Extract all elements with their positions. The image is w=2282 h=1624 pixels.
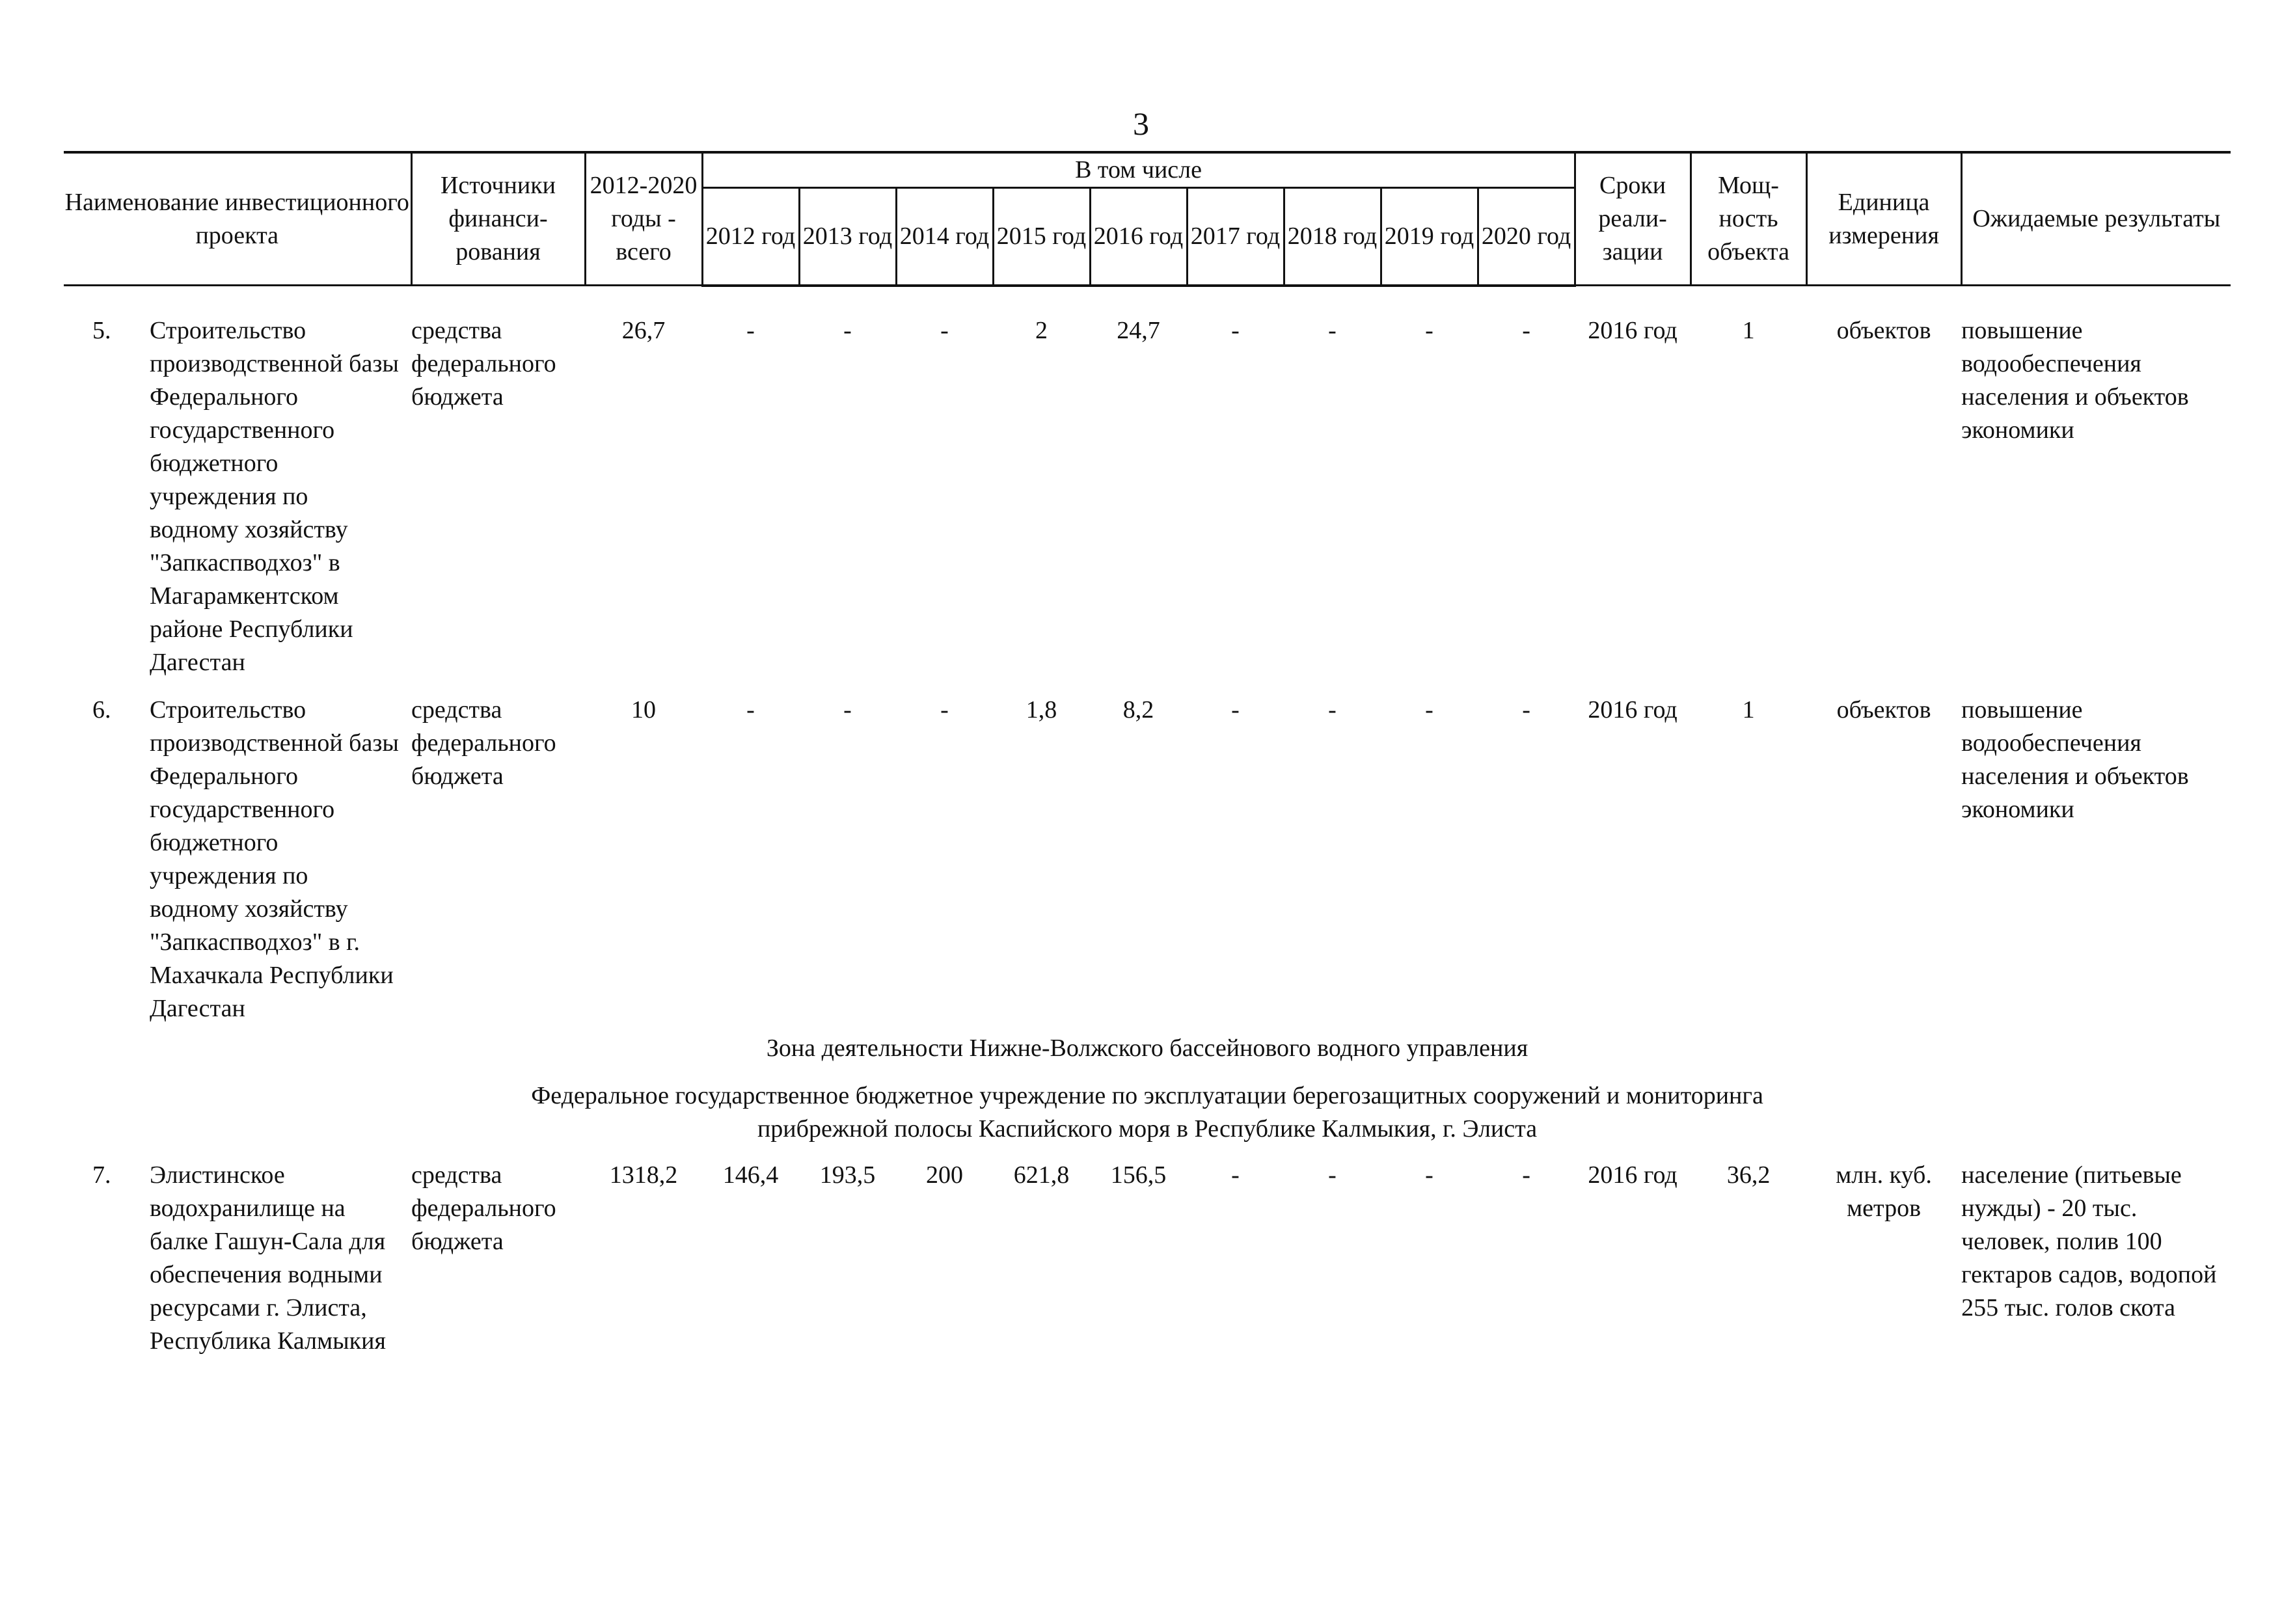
header-unit: Единица измерения (1806, 152, 1961, 286)
year-value-2012: - (746, 316, 755, 344)
year-value-2019: - (1425, 316, 1433, 344)
project-cell (64, 314, 411, 679)
expected-results: повышение водообеспечения населения и объектов экономики (1961, 696, 2189, 823)
header-total: 2012-2020 годы - всего (585, 152, 702, 286)
header-sources: Источники финанси-рования (411, 152, 585, 286)
header-including: В том числе (702, 152, 1575, 188)
year-value-2014: - (940, 316, 949, 344)
total-value: 26,7 (621, 316, 666, 344)
year-value-2017: - (1231, 696, 1240, 724)
header-year-2015: 2015 год (993, 188, 1090, 286)
zone-title: Зона деятельности Нижне-Волжского бассейнового водного управления (766, 1034, 1528, 1062)
table-row (64, 314, 2231, 679)
measurement-unit: млн. куб. метров (1836, 1161, 1932, 1222)
object-capacity: 1 (1742, 696, 1755, 724)
section-heading (64, 1025, 2231, 1159)
page-number: 3 (1133, 105, 1149, 142)
year-value-2019: - (1425, 1161, 1433, 1189)
implementation-term: 2016 год (1588, 316, 1678, 344)
header-year-2019: 2019 год (1381, 188, 1478, 286)
funding-source: средства федерального бюджета (411, 1161, 556, 1255)
header-year-2016: 2016 год (1090, 188, 1187, 286)
header-year-2020: 2020 год (1478, 188, 1575, 286)
total-value: 1318,2 (609, 1161, 678, 1189)
table-row (64, 1159, 2231, 1358)
institution-title-line2: прибрежной полосы Каспийского моря в Республике Калмыкия, г. Элиста (757, 1115, 1538, 1143)
header-name: Наименование инвестиционного проекта (64, 152, 411, 286)
year-value-2016: 156,5 (1110, 1161, 1167, 1189)
total-value: 10 (631, 696, 656, 724)
object-capacity: 1 (1742, 316, 1755, 344)
project-cell (64, 1159, 411, 1358)
project-name: Строительство производственной базы Федерального государственного бюджетного учреждения по водному хозяйству "Запкаспводхоз" в г. Махачкала Республики Дагестан (150, 696, 399, 1022)
funding-source: средства федерального бюджета (411, 316, 556, 411)
investment-projects-table (64, 151, 2231, 1358)
year-value-2015: 1,8 (1026, 696, 1057, 724)
year-value-2020: - (1522, 316, 1530, 344)
year-value-2013: 193,5 (819, 1161, 876, 1189)
year-value-2013: - (843, 316, 852, 344)
project-number: 5. (92, 316, 111, 344)
year-value-2020: - (1522, 1161, 1530, 1189)
year-value-2017: - (1231, 316, 1240, 344)
year-value-2018: - (1328, 316, 1337, 344)
year-value-2015: 621,8 (1013, 1161, 1070, 1189)
year-value-2018: - (1328, 1161, 1337, 1189)
year-value-2019: - (1425, 696, 1433, 724)
institution-title-line1: Федеральное государственное бюджетное учреждение по эксплуатации берегозащитных сооружений и мониторинга (531, 1081, 1763, 1109)
header-year-2014: 2014 год (896, 188, 993, 286)
header-year-2013: 2013 год (799, 188, 896, 286)
year-value-2016: 24,7 (1117, 316, 1160, 344)
table-body-part2 (64, 1159, 2231, 1358)
year-value-2012: - (746, 696, 755, 724)
table-body-part1 (64, 286, 2231, 1025)
year-value-2014: 200 (926, 1161, 963, 1189)
year-value-2020: - (1522, 696, 1530, 724)
year-value-2013: - (843, 696, 852, 724)
header-results: Ожидаемые результаты (1961, 152, 2231, 286)
year-value-2012: 146,4 (722, 1161, 779, 1189)
implementation-term: 2016 год (1588, 696, 1678, 724)
implementation-term: 2016 год (1588, 1161, 1678, 1189)
header-year-2018: 2018 год (1284, 188, 1381, 286)
year-value-2018: - (1328, 696, 1337, 724)
year-value-2017: - (1231, 1161, 1240, 1189)
header-year-2017: 2017 год (1187, 188, 1284, 286)
measurement-unit: объектов (1836, 696, 1931, 724)
project-name: Строительство производственной базы Федерального государственного бюджетного учреждения по водному хозяйству "Запкаспводхоз" в Магарамкентском районе Республики Дагестан (150, 316, 399, 676)
table-row (64, 694, 2231, 1025)
measurement-unit: объектов (1836, 316, 1931, 344)
project-number: 6. (92, 696, 111, 724)
year-value-2016: 8,2 (1122, 696, 1154, 724)
header-terms: Сроки реали-зации (1575, 152, 1691, 286)
project-number: 7. (92, 1161, 111, 1189)
header-year-2012: 2012 год (702, 188, 799, 286)
object-capacity: 36,2 (1726, 1161, 1771, 1189)
expected-results: население (питьевые нужды) - 20 тыс. человек, полив 100 гектаров садов, водопой 255 тыс. голов скота (1961, 1161, 2217, 1321)
project-cell (64, 694, 411, 1025)
year-value-2015: 2 (1035, 316, 1048, 344)
expected-results: повышение водообеспечения населения и объектов экономики (1961, 316, 2189, 444)
header-capacity: Мощ-ность объекта (1691, 152, 1806, 286)
funding-source: средства федерального бюджета (411, 696, 556, 790)
project-name: Элистинское водохранилище на балке Гашун-Сала для обеспечения водными ресурсами г. Элиста, Республика Калмыкия (150, 1161, 386, 1355)
year-value-2014: - (940, 696, 949, 724)
